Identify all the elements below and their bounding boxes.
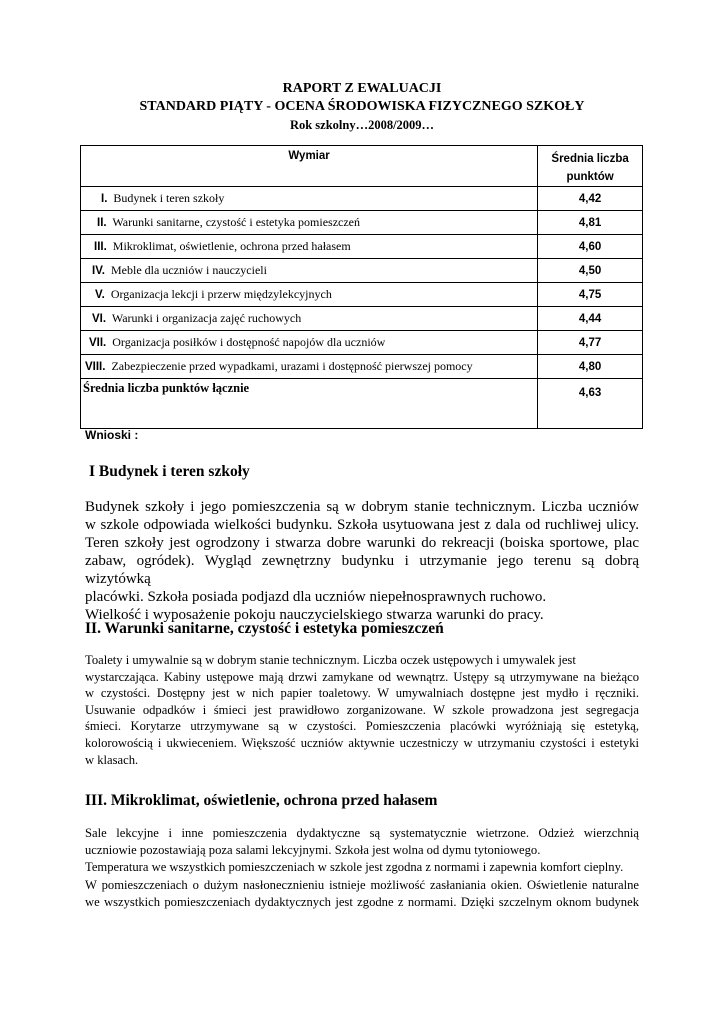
paragraph-line: Sale lekcyjne i inne pomieszczenia dydaktyczne są systematycznie wietrzone. Odzież wierzchnią: [85, 826, 639, 840]
paragraph-line: Toalety i umywalnie są w dobrym stanie technicznym. Liczba oczek ustępowych i umywalek jest: [85, 653, 576, 667]
column-header-points-line1: Średnia liczba: [551, 153, 629, 165]
row-label: Budynek i teren szkoły: [113, 191, 225, 205]
table-row: [81, 331, 643, 355]
row-number: VIII.: [85, 361, 106, 373]
table-row: [81, 187, 643, 211]
row-label: Warunki i organizacja zajęć ruchowych: [111, 311, 302, 325]
paragraph-line: Teren szkoły jest ogrodzony i stwarza dobre warunki do rekreacji (boiska sportowe, plac: [85, 535, 639, 551]
paragraph-line: kolorowością i ukwieceniem. Większość uczniów aktywnie uczestniczy w utrzymaniu czystości i estetyki: [85, 735, 639, 750]
table-header-row: [81, 146, 643, 187]
row-number: IV.: [92, 265, 106, 277]
paragraph-line: uczniowie pozostawiają poza salami lekcyjnymi. Szkoła jest wolna od dymu tytoniowego.: [85, 843, 541, 858]
row-value: 4,60: [538, 235, 643, 259]
table-row: [81, 235, 643, 259]
section-paragraph: [85, 652, 639, 768]
paragraph-line: zabaw, ogródek). Wygląd zewnętrzny budynku i utrzymanie jego terenu są dobrą wizytówką: [85, 553, 639, 587]
paragraph-line: W pomieszczeniach o dużym nasłonecznieniu istnieje możliwość zasłaniania okien. Oświetlenie naturalne: [85, 877, 639, 892]
row-number: VII.: [89, 337, 107, 349]
paragraph-line: w klasach.: [85, 752, 139, 767]
row-value: 4,44: [538, 307, 643, 331]
paragraph-line: w czystości. Dostępny jest w nich papier toaletowy. W umywalniach dostępne jest mydło i ręczniki.: [85, 686, 639, 701]
row-value: 4,81: [538, 211, 643, 235]
paragraph-line: w szkole odpowiada wielkości budynku. Szkoła usytuowana jest z dala od ruchliwej ulicy.: [85, 517, 639, 533]
conclusions-label: Wnioski :: [85, 428, 139, 442]
row-label: Organizacja posiłków i dostępność napojów dla uczniów: [112, 335, 386, 349]
section-paragraph: [85, 825, 639, 911]
column-header-points: [538, 146, 643, 187]
report-subtitle: STANDARD PIĄTY - OCENA ŚRODOWISKA FIZYCZNEGO SZKOŁY: [139, 99, 585, 114]
row-label: Mikroklimat, oświetlenie, ochrona przed hałasem: [112, 239, 351, 253]
row-label: Warunki sanitarne, czystość i estetyka pomieszczeń: [112, 215, 360, 229]
table-row: [81, 259, 643, 283]
section-title: I Budynek i teren szkoły: [89, 463, 250, 480]
table-row: [81, 307, 643, 331]
column-header-points-line2: punktów: [566, 171, 614, 183]
paragraph-line: Usuwanie odpadków i śmieci jest prawidłowo zorganizowane. W szkole prowadzona jest segregacja: [85, 702, 639, 717]
table-row: [81, 211, 643, 235]
report-title: RAPORT Z EWALUACJI: [282, 81, 442, 96]
section-title: III. Mikroklimat, oświetlenie, ochrona przed hałasem: [85, 792, 438, 809]
paragraph-line: Budynek szkoły i jego pomieszczenia są w dobrym stanie technicznym. Liczba uczniów: [85, 499, 639, 515]
row-value: 4,50: [538, 259, 643, 283]
row-number: V.: [95, 289, 105, 301]
column-header-dimension: Wymiar: [81, 146, 538, 187]
section-title: II. Warunki sanitarne, czystość i estetyka pomieszczeń: [85, 620, 444, 637]
table-row: [81, 355, 643, 379]
table-row: [81, 283, 643, 307]
row-value: 4,77: [538, 331, 643, 355]
paragraph-line: Wielkość i wyposażenie pokoju nauczycielskiego stwarza warunki do pracy.: [85, 607, 544, 623]
evaluation-table: [80, 145, 643, 429]
row-label: Zabezpieczenie przed wypadkami, urazami i dostępność pierwszej pomocy: [111, 359, 473, 373]
row-number: VI.: [92, 313, 107, 325]
paragraph-line: wystarczająca. Kabiny ustępowe mają drzwi zamykane od wewnątrz. Ustępy są utrzymywane na bieżąco: [85, 669, 639, 684]
row-number: II.: [97, 217, 107, 229]
row-number: III.: [94, 241, 107, 253]
paragraph-line: we wszystkich pomieszczeniach dydaktycznych jest zgodne z normami. Dzięki szczelnym oknom budynek: [85, 894, 639, 909]
table-total-row: [81, 379, 643, 429]
paragraph-line: Temperatura we wszystkich pomieszczeniach w szkole jest zgodna z normami i zapewnia komfort cieplny.: [85, 860, 624, 875]
row-value: 4,75: [538, 283, 643, 307]
paragraph-line: śmieci. Korytarze utrzymywane są w czystości. Pomieszczenia placówki wyróżniają się estetyką,: [85, 719, 639, 734]
row-number: I.: [101, 193, 108, 205]
row-value: 4,42: [538, 187, 643, 211]
row-label: Meble dla uczniów i nauczycieli: [111, 263, 267, 277]
paragraph-line: placówki. Szkoła posiada podjazd dla uczniów niepełnosprawnych ruchowo.: [85, 589, 547, 605]
total-value: 4,63: [538, 379, 643, 429]
section-paragraph: [85, 498, 639, 624]
school-year: Rok szkolny…2008/2009…: [289, 118, 435, 132]
total-label: Średnia liczba punktów łącznie: [81, 379, 538, 429]
row-value: 4,80: [538, 355, 643, 379]
row-label: Organizacja lekcji i przerw międzylekcyjnych: [110, 287, 332, 301]
